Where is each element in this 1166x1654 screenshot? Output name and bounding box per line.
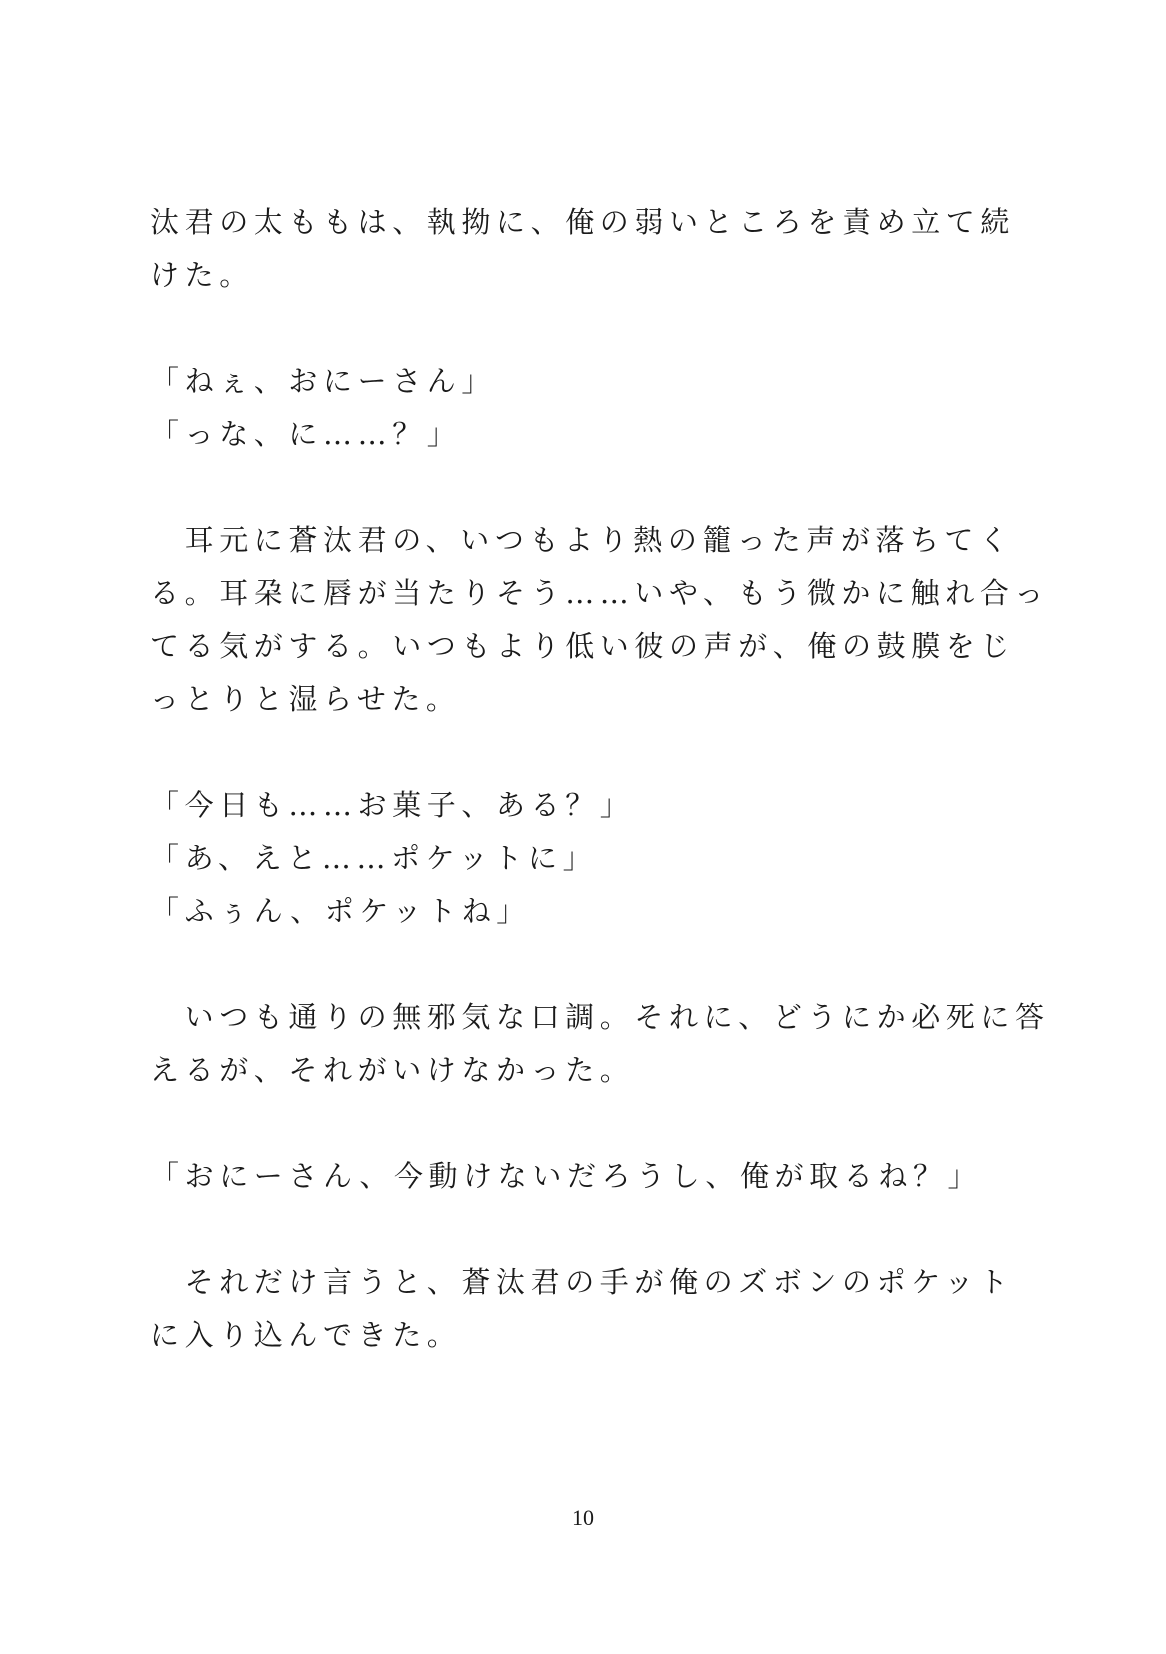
text-line: っとりと湿らせた。: [150, 682, 461, 716]
text-line: 「っな、に……？」: [150, 417, 462, 451]
text-line: てる気がする。いつもより低い彼の声が、俺の鼓膜をじ: [150, 629, 1016, 663]
text-line: 「ふぅん、ポケットね」: [150, 894, 531, 928]
text-line: に入り込んできた。: [150, 1318, 462, 1352]
blank-line: [150, 938, 1020, 991]
blank-line: [150, 726, 1020, 779]
text-line: 耳元に蒼汰君の、いつもより熱の籠った声が落ちてく: [150, 523, 1014, 557]
text-line: それだけ言うと、蒼汰君の手が俺のズボンのポケット: [150, 1265, 1014, 1299]
text-line: けた。: [150, 258, 254, 292]
page-number: 10: [572, 1505, 594, 1530]
text-line: えるが、それがいけなかった。: [150, 1053, 635, 1087]
body-text: [150, 196, 1050, 1362]
blank-line: [150, 302, 1020, 355]
text-line: 「ねぇ、おにーさん」: [150, 364, 497, 398]
text-line: 汰君の太ももは、執拗に、俺の弱いところを責め立て続: [150, 205, 1016, 239]
blank-line: [150, 461, 1020, 514]
blank-line: [150, 1203, 1020, 1256]
blank-line: [150, 1097, 1020, 1150]
text-line: 「今日も……お菓子、ある？」: [150, 788, 635, 822]
text-line: いつも通りの無邪気な口調。それに、どうにか必死に答: [150, 1000, 1050, 1034]
text-line: 「おにーさん、今動けないだろうし、俺が取るね？」: [150, 1159, 983, 1193]
text-line: 「あ、えと……ポケットに」: [150, 841, 598, 875]
text-line: る。耳朶に唇が当たりそう……いや、もう微かに触れ合っ: [150, 576, 1050, 610]
